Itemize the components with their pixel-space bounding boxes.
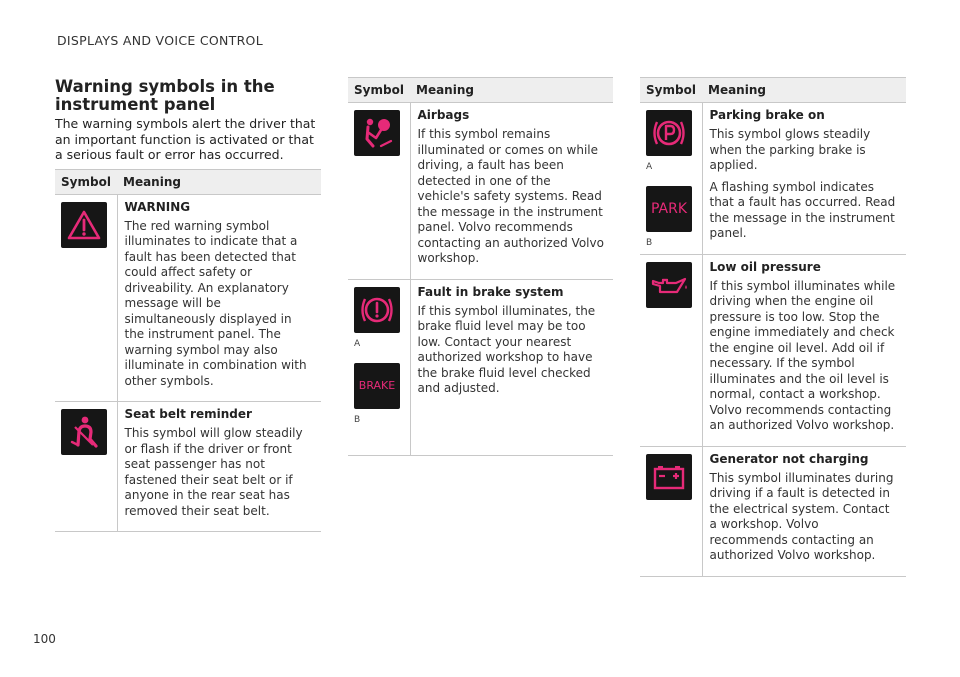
row-title: Low oil pressure bbox=[709, 259, 821, 274]
variant-label-a: A bbox=[646, 162, 653, 172]
variant-label-a: A bbox=[354, 338, 361, 349]
variant-label-b: B bbox=[646, 238, 653, 248]
row-title: Airbags bbox=[417, 108, 470, 122]
symbol-column-header: Symbol bbox=[55, 169, 117, 194]
brake-symbol-word: BRAKE bbox=[358, 379, 396, 392]
row-text: This symbol glows steadily when the parking brake is applied. bbox=[709, 127, 871, 172]
table-row bbox=[640, 103, 906, 255]
row-text: A flashing symbol indicates that a fault has occurred. Read the message in the instrument panel. bbox=[709, 179, 896, 240]
table-row bbox=[640, 254, 906, 446]
page-header: DISPLAYS AND VOICE CONTROL bbox=[57, 33, 263, 48]
symbol-column-header: Symbol bbox=[640, 78, 702, 103]
meaning-column-header: Meaning bbox=[410, 78, 613, 103]
variant-label-b: B bbox=[354, 414, 361, 425]
symbol-table-2 bbox=[348, 77, 613, 456]
column-2 bbox=[348, 77, 613, 456]
row-title: Generator not charging bbox=[709, 451, 869, 466]
warning-triangle-icon bbox=[61, 202, 107, 248]
parking-brake-icon bbox=[646, 110, 692, 156]
oil-can-icon bbox=[646, 262, 692, 308]
row-text: If this symbol illuminates while driving when the engine oil pressure is too low. Stop the engine immediately and check the engine oil level. Add oil if necessary. If the symbol illuminates and the oil level is normal, contact a workshop. Volvo recommends contacting an authorized Volvo workshop. bbox=[709, 278, 896, 432]
row-text: This symbol illuminates during driving if a fault is detected in the electrical system. Contact a workshop. Volvo recommends contacting an authorized Volvo workshop. bbox=[709, 470, 894, 562]
row-title: Fault in brake system bbox=[417, 284, 564, 299]
meaning-column-header: Meaning bbox=[117, 169, 321, 194]
row-title: WARNING bbox=[124, 199, 191, 214]
battery-icon bbox=[646, 454, 692, 500]
row-text: If this symbol remains illuminated or comes on while driving, a fault has been detected in one of the vehicle's safety systems. Read the message in the instrument panel. Volvo recommends contacting an authorized Volvo workshop. bbox=[417, 127, 604, 265]
column-3 bbox=[640, 77, 906, 577]
row-text: The red warning symbol illuminates to indicate that a fault has been detected that could affect safety or driveability. An explanatory message will be simultaneously displayed in the instrument panel. The warning symbol may also illuminate in combination with other symbols. bbox=[124, 218, 307, 388]
brake-fault-icon bbox=[354, 287, 400, 333]
row-title: Parking brake on bbox=[709, 108, 825, 122]
table-row bbox=[348, 279, 613, 455]
row-title: Seat belt reminder bbox=[124, 407, 252, 421]
table-row bbox=[640, 446, 906, 576]
row-text: If this symbol illuminates, the brake fluid level may be too low. Contact your nearest authorized workshop to have the brake fluid level checked and adjusted. bbox=[417, 303, 596, 395]
park-text-icon bbox=[646, 186, 692, 232]
column-1 bbox=[55, 78, 321, 532]
table-row bbox=[348, 103, 613, 280]
section-title: Warning symbols in the instrument panel bbox=[55, 77, 275, 114]
symbol-table-3 bbox=[640, 77, 906, 577]
row-text: This symbol will glow steadily or flash if the driver or front seat passenger has not fastened their seat belt or if anyone in the rear seat has removed their seat belt. bbox=[124, 426, 303, 518]
brake-text-icon bbox=[354, 363, 400, 409]
seat-belt-icon bbox=[61, 409, 107, 455]
meaning-column-header: Meaning bbox=[702, 78, 906, 103]
symbol-table-1 bbox=[55, 169, 321, 533]
section-intro: The warning symbols alert the driver that an important function is activated or that a serious fault or error has occurred. bbox=[55, 116, 316, 162]
table-row bbox=[55, 194, 321, 402]
table-row bbox=[55, 402, 321, 532]
symbol-column-header: Symbol bbox=[348, 78, 410, 103]
park-symbol-word: PARK bbox=[650, 201, 688, 217]
page-number: 100 bbox=[33, 632, 56, 646]
airbag-icon bbox=[354, 110, 400, 156]
